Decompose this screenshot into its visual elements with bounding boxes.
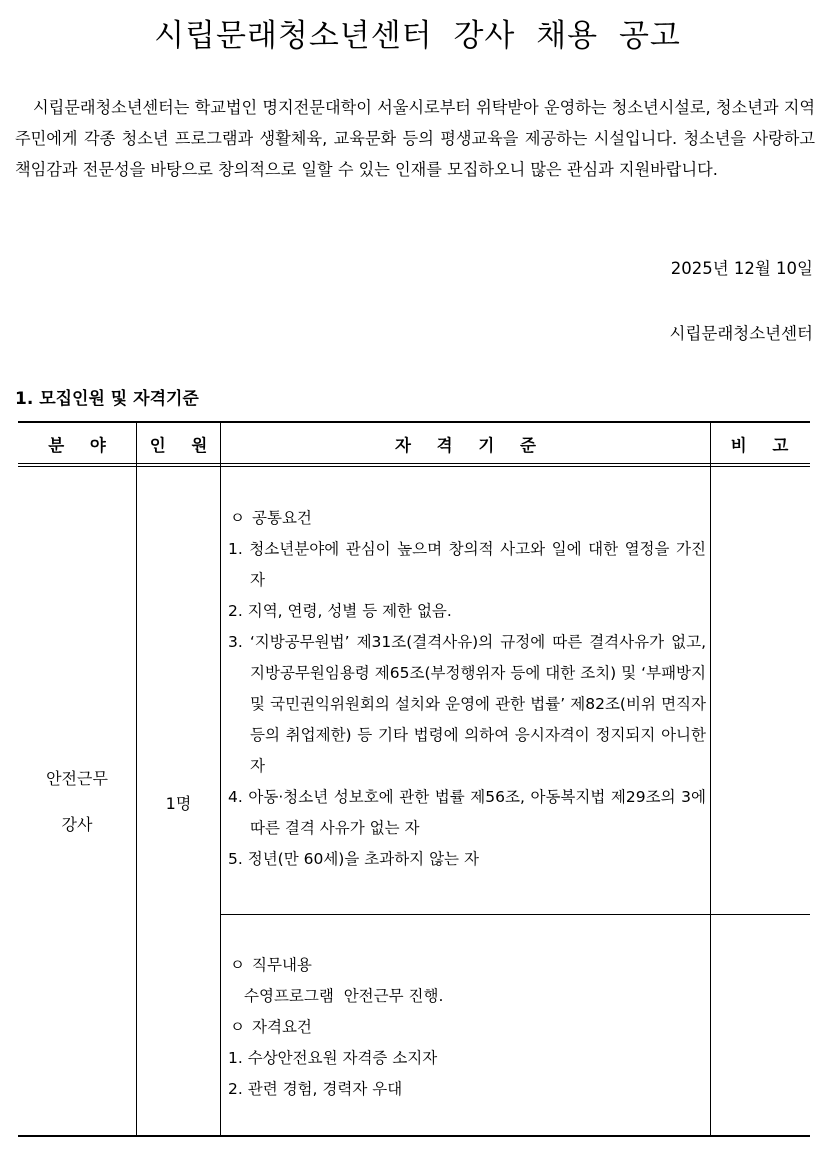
duty-text: 수영프로그램 안전근무 진행. — [244, 987, 444, 1005]
column-divider — [220, 423, 221, 1135]
duty-heading — [228, 950, 706, 981]
duty-heading-text: 직무내용 — [252, 956, 312, 974]
field-name-line1: 안전근무 — [46, 769, 108, 788]
header-field: 분 야 — [48, 436, 116, 455]
field-name-line2: 강사 — [61, 815, 93, 834]
qualification-item-1: 1. 수상안전요원 자격증 소지자 — [228, 1049, 438, 1067]
intro-paragraph: 시립문래청소년센터는 학교법인 명지전문대학이 서울시로부터 위탁받아 운영하는 청소년시설로, 청소년과 지역주민에게 각종 청소년 프로그램과 생활체육, 교육문화 등의 평생교육을 제공하는 시설입니다. 청소년을 사랑하고 책임감과 전문성을 바탕으로 창의적으로 일할 수 있는 인재를 모집하오니 많은 관심과 지원바랍니다. — [15, 98, 815, 179]
qualification-heading-text: 자격요건 — [252, 1018, 312, 1036]
field-cell — [18, 467, 136, 1137]
organization-name: 시립문래청소년센터 — [669, 324, 813, 343]
common-requirements-heading — [228, 503, 706, 534]
common-item-5: 5. 정년(만 60세)을 초과하지 않는 자 — [228, 850, 479, 868]
common-item-4: 4. 아동·청소년 성보호에 관한 법률 제56조, 아동복지법 제29조의 3에 따른 결격 사유가 없는 자 — [228, 788, 706, 837]
header-criteria: 자 격 기 준 — [395, 436, 546, 455]
common-requirements-block — [228, 503, 706, 875]
recruitment-table — [18, 421, 810, 1137]
note-cell — [711, 467, 808, 1137]
announcement-date: 2025년 12월 10일 — [670, 259, 813, 278]
common-item-3: 3. ‘지방공무원법’ 제31조(결격사유)의 규정에 따른 결격사유가 없고, 지방공무원임용령 제65조(부정행위자 등에 대한 조치) 및 ‘부패방지 및 국민권익위원회의 설치와 운영에 관한 법률’ 제82조(비위 면직자 등의 취업제한) 등 기타 법령에 의하여 응시자격이 정지되지 아니한 자 — [228, 633, 706, 775]
duty-qualification-block — [228, 950, 706, 1105]
common-item-1: 1. 청소년분야에 관심이 높으며 창의적 사고와 일에 대한 열정을 가진 자 — [228, 540, 706, 589]
header-note: 비 고 — [730, 436, 799, 455]
common-item-2: 2. 지역, 연령, 성별 등 제한 없음. — [228, 602, 452, 620]
section-title-recruitment: 1. 모집인원 및 자격기준 — [15, 389, 199, 409]
qualification-item-2: 2. 관련 경험, 경력자 우대 — [228, 1080, 403, 1098]
header-count: 인 원 — [149, 436, 218, 455]
page-title: 시립문래청소년센터 강사 채용 공고 — [154, 18, 681, 54]
circle-bullet-icon: ㅇ — [230, 1018, 245, 1036]
common-heading-text: 공통요건 — [252, 509, 312, 527]
count-cell: 1명 — [165, 793, 192, 813]
circle-bullet-icon: ㅇ — [230, 956, 245, 974]
qualification-heading — [228, 1012, 706, 1043]
circle-bullet-icon: ㅇ — [230, 509, 245, 527]
